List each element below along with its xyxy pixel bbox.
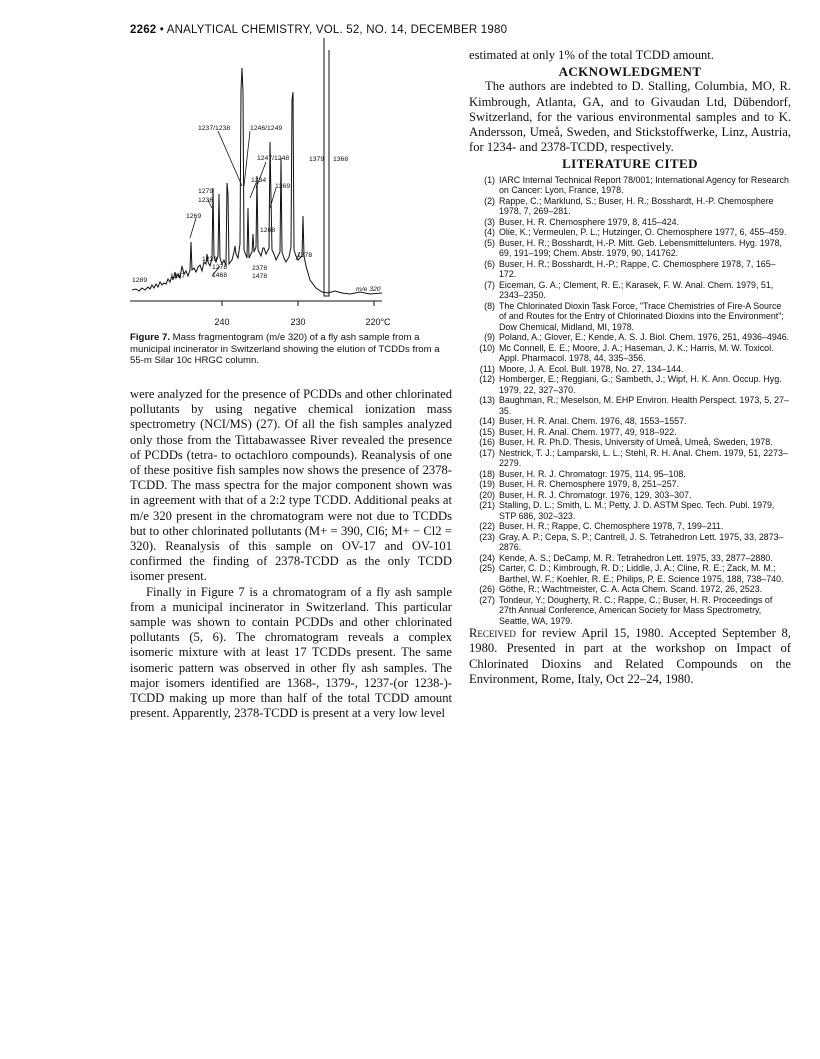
tick-label-220: 220°C [365, 317, 391, 327]
reference-number: (17) [479, 447, 495, 458]
peak-1368-line [324, 38, 329, 296]
figure-caption [130, 332, 452, 367]
reference-text: Buser, H. R.; Rappe, C. Chemosphere 1978, 7, 199–211. [499, 521, 724, 532]
reference-item [469, 364, 791, 375]
reference-text: Buser, H. R. J. Chromatogr. 1976, 129, 303–307. [499, 489, 692, 500]
reference-text: Buser, H. R. Chemosphere 1979, 8, 415–424. [499, 216, 680, 227]
reference-number: (20) [479, 489, 495, 500]
label-1478: 1478 [252, 273, 268, 280]
reference-item [469, 595, 791, 627]
leader-1247 [256, 162, 266, 188]
reference-item [469, 332, 791, 343]
reference-number: (15) [479, 426, 495, 437]
reference-number: (11) [479, 363, 495, 374]
reference-number: (3) [484, 216, 495, 227]
reference-number: (1) [484, 174, 495, 185]
label-1369: 1369 [275, 183, 291, 190]
tick-label-240: 240 [214, 317, 230, 327]
intro-line: estimated at only 1% of the total TCDD amount. [469, 48, 714, 62]
body-paragraph: were analyzed for the presence of PCDDs and other chlorinated pollutants by using negative chemical ionization mass spectrometry (NCI/MS) (27). Of all the fish samples analyzed only those from the Tittabawassee River revealed the presence of PCDDs (tetra- to octachloro compounds). Reanalysis of one of these positive fish samples now shows the presence of 2378-TCDD. The mass spectra for the major component shown was in agreement with that of a 2:2 type TCDD. Additional peaks at m/e 320 present in the chromatogram were not due to TCDDs but to other chlorinated pollutants (M+ = 390, Cl6; M+ − Cl2 = 320). Reanalysis of this sample on OV-17 and OV-101 confirmed the finding of 2378-TCDD as the only TCDD isomer present. [130, 387, 452, 584]
reference-number: (9) [484, 332, 495, 343]
leader-1269 [190, 218, 196, 238]
reference-text: Buser, H. R. Anal. Chem. 1976, 48, 1553–1557. [499, 416, 687, 427]
reference-item [469, 217, 791, 228]
label-1379: 1379 [309, 156, 325, 163]
reference-item [469, 521, 791, 532]
reference-item [469, 259, 791, 280]
tick-label-230: 230 [290, 317, 306, 327]
reference-item [469, 175, 791, 196]
reference-text: Buser, H. R.; Bosshardt, H.-P.; Rappe, C. Chemosphere 1978, 7, 165–172. [499, 258, 776, 280]
reference-item [469, 469, 791, 480]
reference-text: Eiceman, G. A.; Clement, R. E.; Karasek, F. W. Anal. Chem. 1979, 51, 2343–2350. [499, 279, 774, 301]
reference-text: Carter, C. D.; Kimbrough, R. D.; Liddle, J. A.; Cline, R. E.; Zack, M. M.; Barthel, W. F.; Koehler, R. E.; Philips, P. E. Science 1975, 188, 738–740. [499, 563, 784, 584]
label-1268: 1268 [260, 227, 276, 234]
reference-text: Baughman, R.; Meselson, M. EHP Environ. Health Perspect. 1973, 5, 27–35. [499, 395, 789, 416]
reference-number: (24) [479, 552, 495, 563]
reference-item [469, 395, 791, 416]
reference-item [469, 416, 791, 427]
received-label: Received [469, 626, 516, 641]
reference-item [469, 532, 791, 553]
figure-7-chromatogram [130, 38, 452, 340]
reference-number: (25) [479, 563, 495, 574]
reference-text: IARC Internal Technical Report 78/001; International Agency for Research on Cancer: Lyon, France, 1978. [499, 174, 789, 196]
reference-number: (8) [484, 300, 495, 311]
label-1246-1249: 1246/1249 [250, 125, 283, 132]
reference-item [469, 553, 791, 564]
label-1278: 1278 [212, 264, 228, 271]
label-1236: 1236 [198, 197, 214, 204]
right-column [469, 48, 791, 687]
reference-text: Olie, K.; Vermeulen, P. L.; Hutzinger, O. Chemosphere 1977, 6, 455–459. [499, 227, 787, 238]
leader-1237 [218, 131, 242, 186]
reference-item [469, 343, 791, 364]
reference-number: (14) [479, 416, 495, 427]
reference-item [469, 196, 791, 217]
caption-text: Mass fragmentogram (m/e 320) of a fly ash sample from a municipal incinerator in Switzerland showing the elution of TCDDs from a 55-m Silar 10c HRGC column. [130, 332, 440, 366]
reference-number: (12) [479, 374, 495, 385]
reference-item [469, 500, 791, 521]
reference-item [469, 584, 791, 595]
reference-item [469, 563, 791, 584]
received-note [469, 626, 791, 687]
reference-text: Rappe, C.; Marklund, S.; Buser, H. R.; Bosshardt, H.-P. Chemosphere 1978, 7, 269–281. [499, 195, 774, 217]
reference-number: (18) [479, 468, 495, 479]
reference-text: Buser, H. R. Chemosphere 1979, 8, 251–257. [499, 479, 680, 490]
label-1234: 1234 [251, 177, 267, 184]
reference-number: (27) [479, 594, 495, 605]
label-1239: 1239 [202, 256, 218, 263]
chromatogram-svg [130, 38, 452, 338]
label-1378: 1378 [297, 252, 313, 259]
reference-number: (22) [479, 521, 495, 532]
reference-text: The Chlorinated Dioxin Task Force, "Trace Chemistries of Fire-A Source of and Routes for the Entry of Chlorinated Dioxins into the Environment"; Dow Chemical, Midland, MI, 1978. [499, 300, 784, 332]
reference-number: (21) [479, 500, 495, 511]
reference-item [469, 479, 791, 490]
reference-text: Buser, H. R. J. Chromatogr. 1975, 114, 95–108. [499, 468, 686, 479]
reference-text: Kende, A. S.; DeCamp, M. R. Tetrahedron Lett. 1975, 33, 2877–2880. [499, 552, 773, 563]
reference-text: Buser, H. R.; Bosshardt, H.-P. Mitt. Geb. Lebensmittelunters. Hyg. 1978, 69, 191–199; Chem. Abstr. 1979, 90, 141762. [499, 237, 782, 259]
reference-text: Nestrick, T. J.; Lamparski, L. L.; Stehl, R. H. Anal. Chem. 1979, 51, 2273–2279. [499, 447, 788, 469]
reference-number: (6) [484, 258, 495, 269]
received-text: for review April 15, 1980. Accepted September 8, 1980. Presented in part at the workshop on Impact of Chlorinated Dioxins and Related Compounds on the Environment, Rome, Italy, Oct 22–24, 1980. [469, 626, 792, 686]
reference-text: Homberger, E.; Reggiani, G.; Sambeth, J.; Wipf, H. K. Ann. Occup. Hyg. 1979, 22, 327–370. [499, 374, 782, 395]
reference-number: (2) [484, 195, 495, 206]
reference-number: (13) [479, 395, 495, 406]
reference-number: (7) [484, 279, 495, 290]
reference-text: Moore, J. A. Ecol. Bull. 1978, No. 27, 134–144. [499, 363, 684, 374]
caption-label: Figure 7. [130, 332, 170, 343]
reference-text: Mc Connell, E. E.; Moore, J. A.; Haseman, J. K.; Harris, M. W. Toxicol. Appl. Pharmacol. 1978, 44, 335–356. [499, 342, 774, 364]
reference-item [469, 280, 791, 301]
reference-text: Poland, A.; Glover, E.; Kende, A. S. J. Biol. Chem. 1976, 251, 4936–4946. [499, 332, 790, 343]
left-column-body [130, 387, 452, 721]
label-1237-1238: 1237/1238 [198, 125, 231, 132]
reference-item [469, 374, 791, 395]
reference-text: Buser, H. R. Ph.D. Thesis, University of Umeå, Umeå, Sweden, 1978. [499, 437, 773, 448]
reference-number: (19) [479, 479, 495, 490]
reference-number: (10) [479, 342, 495, 353]
reference-list [469, 175, 791, 627]
reference-number: (16) [479, 437, 495, 448]
leader-1246 [244, 131, 250, 186]
reference-item [469, 490, 791, 501]
reference-item [469, 238, 791, 259]
mass-label: m/e 320 [356, 286, 381, 293]
label-1468: 1468 [212, 272, 228, 279]
leader-1234 [250, 183, 256, 198]
reference-item [469, 448, 791, 469]
reference-number: (4) [484, 227, 495, 238]
label-1289: 1289 [132, 277, 148, 284]
literature-heading: LITERATURE CITED [562, 156, 698, 172]
acknowledgment-heading: ACKNOWLEDGMENT [558, 64, 702, 80]
running-header [130, 24, 507, 36]
reference-text: Gray, A. P.; Cepa, S. P.; Cantrell, J. S. Tetrahedron Lett. 1975, 33, 2873–2876. [499, 531, 784, 553]
label-2378: 2378 [252, 265, 268, 272]
page-number: 2262 [130, 24, 157, 36]
reference-item [469, 437, 791, 448]
reference-item [469, 227, 791, 238]
label-1368: 1368 [333, 156, 349, 163]
body-paragraph: Finally in Figure 7 is a chromatogram of a fly ash sample from a municipal incinerator in Switzerland. This particular sample was shown to contain PCDDs and other chlorinated pollutants (5, 6). The chromatogram reveals a complex isomeric mixture with at least 17 TCDDs present. The same isomeric pattern was observed in other fly ash samples. The major isomers identified are 1368-, 1379-, 1237-(or 1238-)-TCDD making up more than half of the total TCDD amount present. Apparently, 2378-TCDD is present at a very low level [130, 584, 452, 721]
label-1267: 1267 [170, 273, 186, 280]
acknowledgment-text: The authors are indebted to D. Stalling, Columbia, MO, R. Kimbrough, Atlanta, GA, and to Givaudan Ltd, Dübendorf, Switzerland, for the various environmental samples and to K. Andersson, Umeå, Sweden, and Stickstoffwerke, Linz, Austria, for 1234- and 2378-TCDD, respectively. [469, 79, 791, 155]
label-1269: 1269 [186, 213, 202, 220]
reference-item [469, 427, 791, 438]
reference-text: Buser, H. R. Anal. Chem. 1977, 49, 918–922. [499, 426, 677, 437]
reference-text: Tondeur, Y.; Dougherty, R. C.; Rappe, C.; Buser, H. R. Proceedings of 27th Annual Conference, American Society for Mass Spectrometry, Seattle, WA, 1979. [499, 594, 773, 626]
reference-number: (26) [479, 584, 495, 595]
running-title: • ANALYTICAL CHEMISTRY, VOL. 52, NO. 14, DECEMBER 1980 [159, 24, 508, 36]
reference-number: (23) [479, 531, 495, 542]
reference-item [469, 301, 791, 333]
label-1279: 1279 [198, 188, 214, 195]
label-1247-1248: 1247/1248 [257, 155, 290, 162]
reference-text: Stalling, D. L.; Smith, L. M.; Petty, J. D. ASTM Spec. Tech. Publ. 1979, STP 686, 302–323. [499, 500, 775, 521]
reference-text: Göthe, R.; Wachtmeister, C. A. Acta Chem. Scand. 1972, 26, 2523. [499, 584, 763, 595]
reference-number: (5) [484, 237, 495, 248]
